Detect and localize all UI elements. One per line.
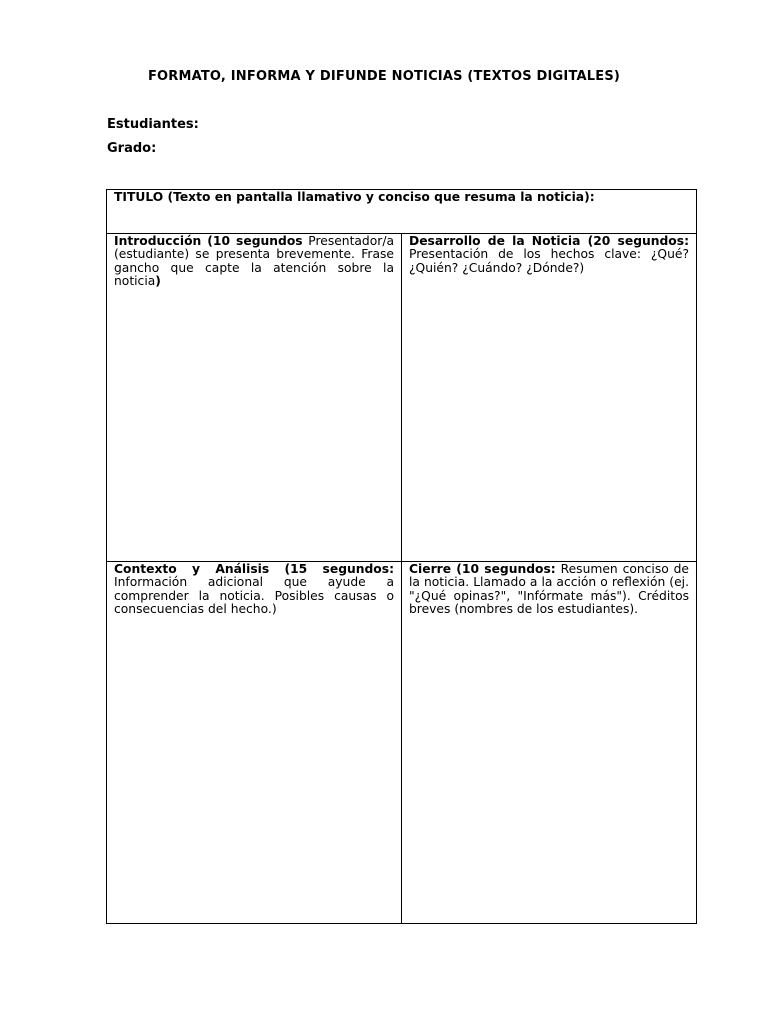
intro-closing: ) [155,274,161,289]
news-format-table [106,189,697,924]
grade-label: Grado: [107,141,157,156]
context-heading: Contexto y Análisis (15 segundos: [114,562,394,576]
closing-heading: Cierre (10 segundos: [409,562,556,576]
title-cell[interactable] [107,190,697,234]
closing-text [402,562,696,617]
title-cell-label: TITULO (Texto en pantalla llamativo y conciso que resuma la noticia): [114,190,595,204]
context-text [107,562,401,617]
development-text [402,234,696,275]
context-body: Información adicional que ayude a comprender la noticia. Posibles causas o consecuencias del hecho.) [114,575,394,617]
development-heading: Desarrollo de la Noticia (20 segundos: [409,234,689,248]
students-label: Estudiantes: [107,117,199,132]
closing-cell[interactable] [402,562,697,924]
intro-cell[interactable] [107,234,402,562]
context-cell[interactable] [107,562,402,924]
intro-text [107,234,401,289]
closing-body: Resumen conciso de la noticia. Llamado a la acción o reflexión (ej. "¿Qué opinas?", "Infórmate más"). Créditos breves (nombres de los estudiantes). [409,562,689,617]
document-title: FORMATO, INFORMA Y DIFUNDE NOTICIAS (TEXTOS DIGITALES) [147,69,621,84]
development-cell[interactable] [402,234,697,562]
development-body: Presentación de los hechos clave: ¿Qué? ¿Quién? ¿Cuándo? ¿Dónde?) [409,247,689,275]
intro-heading: Introducción (10 segundos [114,234,303,248]
intro-body: Presentador/a (estudiante) se presenta brevemente. Frase gancho que capte la atención sobre la noticia [114,234,394,289]
